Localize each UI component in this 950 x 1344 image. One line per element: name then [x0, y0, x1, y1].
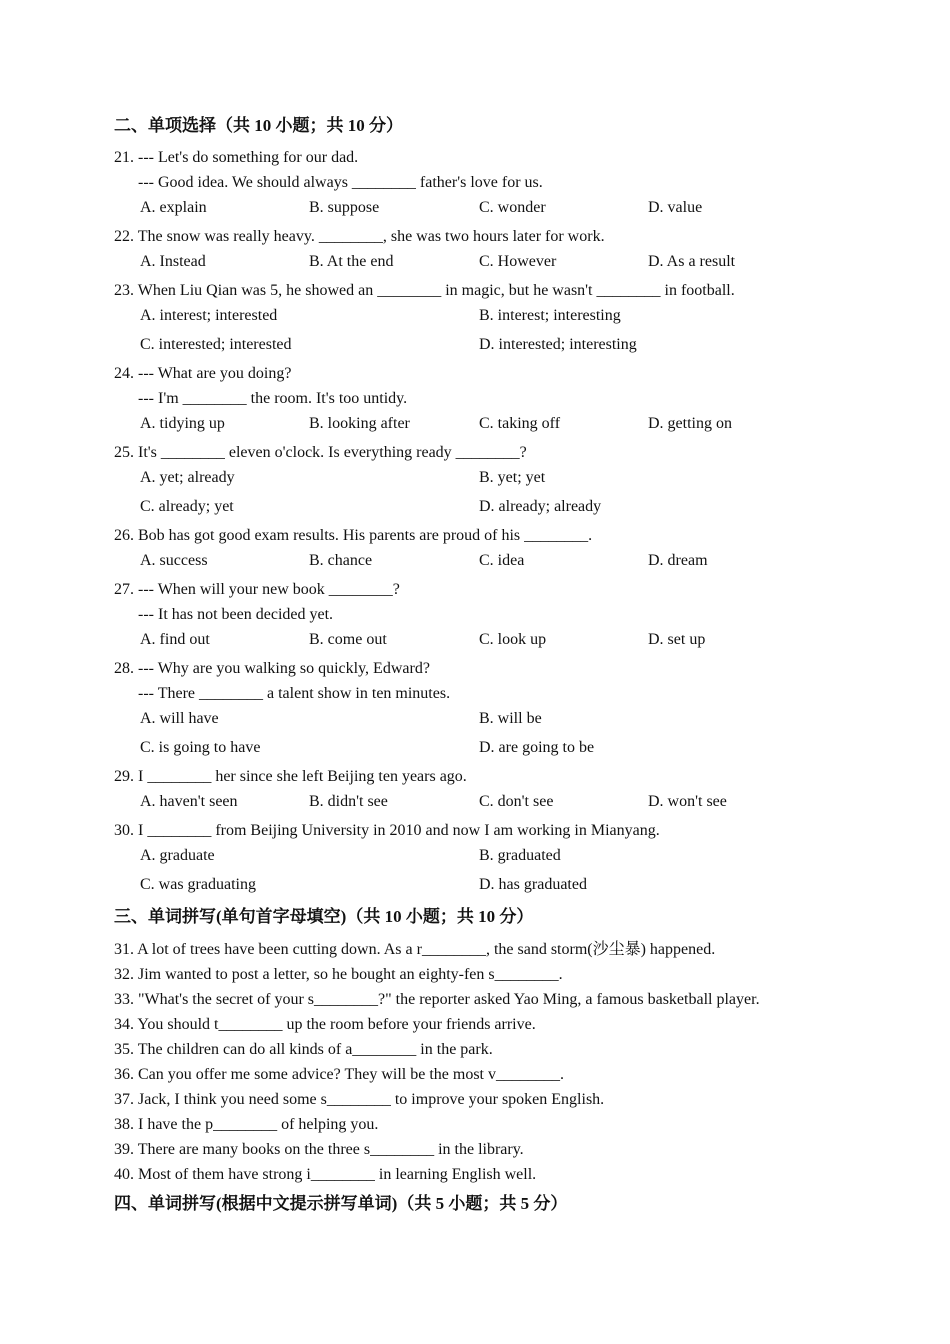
- section-heading-multiple-choice: 二、单项选择（共 10 小题；共 10 分）: [114, 116, 403, 135]
- question-26-option-d: D. dream: [648, 552, 708, 569]
- question-24-stem: 24. --- What are you doing?: [114, 365, 292, 382]
- question-21-stem: 21. --- Let's do something for our dad.: [114, 149, 359, 166]
- question-28-option-b: B. will be: [479, 710, 542, 727]
- question-38: 38. I have the p________ of helping you.: [114, 1116, 379, 1133]
- question-25-option-a: A. yet; already: [140, 469, 235, 486]
- question-21-option-d: D. value: [648, 199, 703, 216]
- question-34: 34. You should t________ up the room before your friends arrive.: [114, 1016, 536, 1033]
- question-30-option-a: A. graduate: [140, 847, 215, 864]
- question-35: 35. The children can do all kinds of a________ in the park.: [114, 1041, 493, 1058]
- question-25-option-d: D. already; already: [479, 498, 602, 515]
- question-26-stem: 26. Bob has got good exam results. His parents are proud of his ________.: [114, 527, 593, 544]
- question-36: 36. Can you offer me some advice? They will be the most v________.: [114, 1066, 564, 1083]
- question-23-option-d: D. interested; interesting: [479, 336, 637, 353]
- question-26-option-b: B. chance: [309, 552, 373, 569]
- question-28-option-c: C. is going to have: [140, 739, 261, 756]
- question-24-reply: --- I'm ________ the room. It's too untidy.: [138, 390, 408, 407]
- question-23-option-c: C. interested; interested: [140, 336, 292, 353]
- question-30-stem: 30. I ________ from Beijing University in 2010 and now I am working in Mianyang.: [114, 822, 660, 839]
- question-29-stem: 29. I ________ her since she left Beijing ten years ago.: [114, 768, 467, 785]
- question-24-option-c: C. taking off: [479, 415, 561, 432]
- question-29-option-a: A. haven't seen: [140, 793, 238, 810]
- question-30-option-c: C. was graduating: [140, 876, 256, 893]
- question-28-reply: --- There ________ a talent show in ten minutes.: [138, 685, 451, 702]
- question-27-option-a: A. find out: [140, 631, 210, 648]
- question-21-option-b: B. suppose: [309, 199, 380, 216]
- question-26-option-c: C. idea: [479, 552, 525, 569]
- question-27-option-b: B. come out: [309, 631, 387, 648]
- question-27-option-c: C. look up: [479, 631, 547, 648]
- question-22-option-d: D. As a result: [648, 253, 736, 270]
- question-23-option-a: A. interest; interested: [140, 307, 278, 324]
- question-40: 40. Most of them have strong i________ in learning English well.: [114, 1166, 537, 1183]
- question-29-option-d: D. won't see: [648, 793, 727, 810]
- question-23-stem: 23. When Liu Qian was 5, he showed an ________ in magic, but he wasn't ________ in football.: [114, 282, 735, 299]
- question-21-reply: --- Good idea. We should always ________ father's love for us.: [138, 174, 543, 191]
- question-26-option-a: A. success: [140, 552, 208, 569]
- question-24-option-d: D. getting on: [648, 415, 732, 432]
- question-29-option-c: C. don't see: [479, 793, 554, 810]
- question-27-option-d: D. set up: [648, 631, 706, 648]
- question-21-option-c: C. wonder: [479, 199, 546, 216]
- question-30-option-b: B. graduated: [479, 847, 561, 864]
- question-22-option-c: C. However: [479, 253, 557, 270]
- question-28-option-a: A. will have: [140, 710, 219, 727]
- question-24-option-b: B. looking after: [309, 415, 410, 432]
- question-27-stem: 27. --- When will your new book ________?: [114, 581, 400, 598]
- question-22-stem: 22. The snow was really heavy. ________, she was two hours later for work.: [114, 228, 605, 245]
- question-37: 37. Jack, I think you need some s________ to improve your spoken English.: [114, 1091, 605, 1108]
- question-22-option-b: B. At the end: [309, 253, 394, 270]
- question-25-stem: 25. It's ________ eleven o'clock. Is everything ready ________?: [114, 444, 527, 461]
- question-30-option-d: D. has graduated: [479, 876, 587, 893]
- question-28-stem: 28. --- Why are you walking so quickly, Edward?: [114, 660, 430, 677]
- question-31: 31. A lot of trees have been cutting down. As a r________, the sand storm(沙尘暴) happened.: [114, 941, 716, 958]
- section-heading-word-spelling-initial: 三、单词拼写(单句首字母填空)（共 10 小题；共 10 分）: [114, 907, 534, 926]
- question-24-option-a: A. tidying up: [140, 415, 225, 432]
- question-23-option-b: B. interest; interesting: [479, 307, 621, 324]
- question-25-option-c: C. already; yet: [140, 498, 234, 515]
- question-22-option-a: A. Instead: [140, 253, 206, 270]
- question-32: 32. Jim wanted to post a letter, so he bought an eighty-fen s________.: [114, 966, 563, 983]
- question-21-option-a: A. explain: [140, 199, 207, 216]
- question-33: 33. "What's the secret of your s________?" the reporter asked Yao Ming, a famous basketball player.: [114, 991, 760, 1008]
- section-heading-word-spelling-chinese: 四、单词拼写(根据中文提示拼写单词)（共 5 小题；共 5 分）: [114, 1194, 568, 1213]
- question-29-option-b: B. didn't see: [309, 793, 388, 810]
- question-27-reply: --- It has not been decided yet.: [138, 606, 334, 623]
- question-25-option-b: B. yet; yet: [479, 469, 546, 486]
- question-39: 39. There are many books on the three s________ in the library.: [114, 1141, 524, 1158]
- question-28-option-d: D. are going to be: [479, 739, 595, 756]
